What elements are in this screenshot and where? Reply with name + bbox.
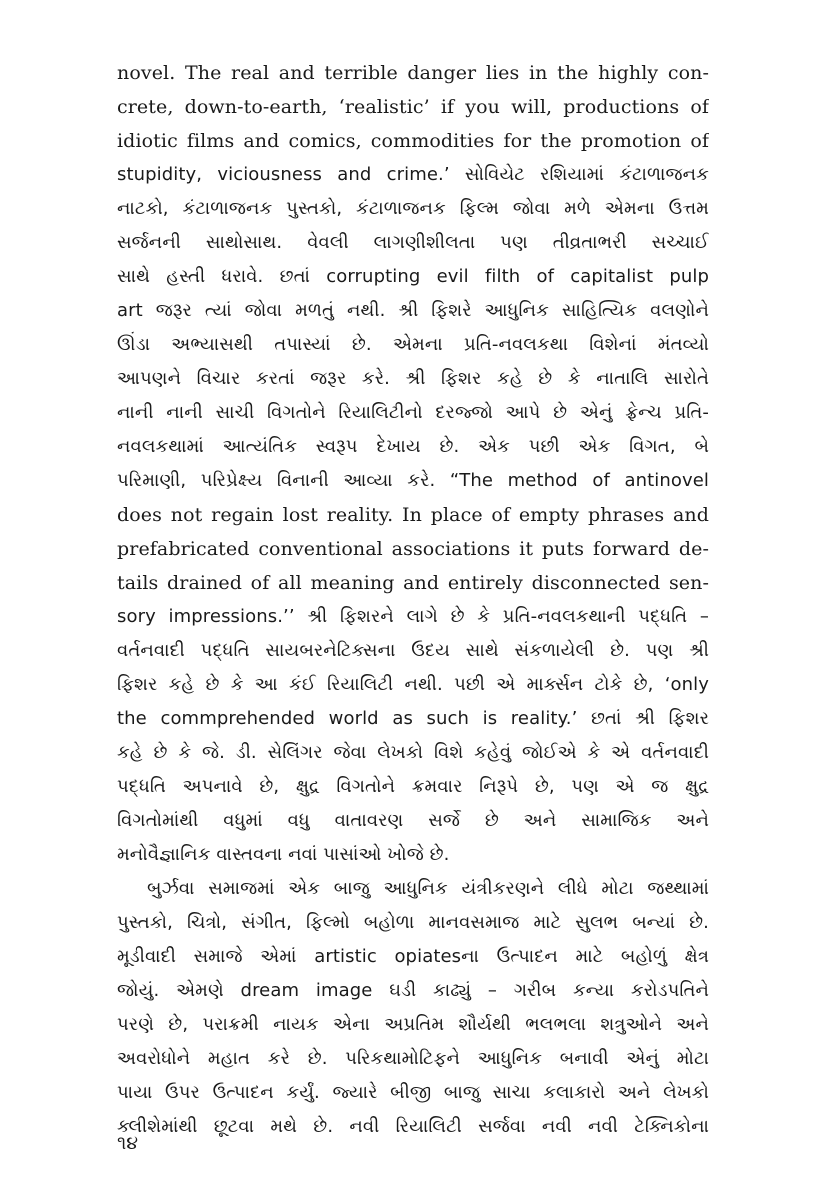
text-line: crete, down-to-earth, ‘realistic’ if you will, productions of (117, 96, 709, 118)
text-line: પરિમાણી, પરિપ્રેક્ષ્ય વિનાની આવ્યા કરે. “The method of antinovel (117, 470, 709, 491)
text-line: કહે છે કે જે. ડી. સેલિંગર જેવા લેખકો વિશે કહેવું જોઈએ કે એ વર્તનવાદી (117, 742, 709, 763)
text-line: stupidity, viciousness and crime.’ સોવિયેટ રશિયામાં કંટાળાજનક (117, 164, 709, 185)
text-line: વર્તનવાદી પદ્ધતિ સાયબરનેટિક્સના ઉદય સાથે સંકળાયેલી છે. પણ શ્રી (117, 640, 709, 661)
text-line: tails drained of all meaning and entirely disconnected sen- (117, 572, 709, 594)
text-line: નાની નાની સાચી વિગતોને રિયાલિટીનો દરજ્જો આપે છે એનું ફ્રેન્ચ પ્રતિ- (117, 402, 709, 423)
text-line: સર્જનની સાથોસાથ. વેવલી લાગણીશીલતા પણ તીવ્રતાભરી સચ્ચાઈ (117, 232, 709, 253)
text-line: મનોવૈજ્ઞાનિક વાસ્તવના નવાં પાસાંઓ ખોજે છે. (117, 844, 450, 865)
text-line: novel. The real and terrible danger lies in the highly con- (117, 62, 709, 84)
text-line: પરણે છે, પરાક્રમી નાયક એના અપ્રતિમ શૌર્યથી ભલભલા શત્રુઓને અને (117, 1014, 709, 1035)
text-line: જોયું. એમણે dream image ઘડી કાઢ્યું – ગરીબ કન્યા કરોડપતિને (117, 980, 709, 1001)
text-line: મૂડીવાદી સમાજે એમાં artistic opiatesના ઉત્પાદન માટે બહોળું ક્ષેત્ર (117, 946, 709, 967)
text-line: prefabricated conventional associations it puts forward de- (117, 538, 709, 560)
text-line: પદ્ધતિ અપનાવે છે, ક્ષુદ્ર વિગતોને ક્રમવાર નિરૂપે છે, પણ એ જ ક્ષુદ્ર (117, 776, 709, 797)
text-line: art જરૂર ત્યાં જોવા મળતું નથી. શ્રી ફિશરે આધુનિક સાહિત્યિક વલણોને (117, 300, 709, 321)
text-line: સાથે હસ્તી ધરાવે. છતાં corrupting evil filth of capitalist pulp (117, 266, 709, 287)
text-line: વિગતોમાંથી વધુમાં વધુ વાતાવરણ સર્જે છે અને સામાજિક અને (117, 810, 709, 831)
text-line: પાયા ઉપર ઉત્પાદન કર્યું. જ્યારે બીજી બાજુ સાચા કલાકારો અને લેખકો (117, 1082, 709, 1103)
text-line: idiotic films and comics, commodities for the promotion of (117, 130, 709, 152)
text-line: ફિશર કહે છે કે આ કંઈ રિયાલિટી નથી. પછી એ માર્ક્સન ટોકે છે, ‘only (117, 674, 709, 695)
text-line: ઊંડા અભ્યાસથી તપાસ્યાં છે. એમના પ્રતિ-નવલકથા વિશેનાં મંતવ્યો (117, 334, 709, 355)
text-line: નાટકો, કંટાળાજનક પુસ્તકો, કંટાળાજનક ફિલ્મ જોવા મળે એમના ઉત્તમ (117, 198, 709, 219)
text-line: sory impressions.’’ શ્રી ફિશરને લાગે છે કે પ્રતિ-નવલકથાની પદ્ધતિ – (117, 606, 709, 627)
text-line: ક્લીશેમાંથી છૂટવા મથે છે. નવી રિયાલિટી સર્જવા નવી નવી ટેક્નિકોના (117, 1116, 709, 1137)
paragraph-start-line: બુર્ઝવા સમાજમાં એક બાજુ આધુનિક યંત્રીકરણને લીધે મોટા જથ્થામાં (147, 878, 709, 899)
text-line: અવરોધોને મહાત કરે છે. પરિકથામોટિફને આધુનિક બનાવી એનું મોટા (117, 1048, 709, 1069)
body-text (117, 56, 709, 1144)
page-number: ૧૪ (117, 1132, 139, 1154)
text-line: આપણને વિચાર કરતાં જરૂર કરે. શ્રી ફિશર કહે છે કે નાતાલિ સારોતે (117, 368, 709, 389)
text-line: પુસ્તકો, ચિત્રો, સંગીત, ફિલ્મો બહોળા માનવસમાજ માટે સુલભ બન્યાં છે. (117, 912, 709, 933)
text-line: નવલકથામાં આત્યંતિક સ્વરૂપ દેખાય છે. એક પછી એક વિગત, બે (117, 436, 709, 457)
text-line: does not regain lost reality. In place of empty phrases and (117, 504, 709, 526)
text-line: the commprehended world as such is reality.’ છતાં શ્રી ફિશર (117, 708, 709, 729)
